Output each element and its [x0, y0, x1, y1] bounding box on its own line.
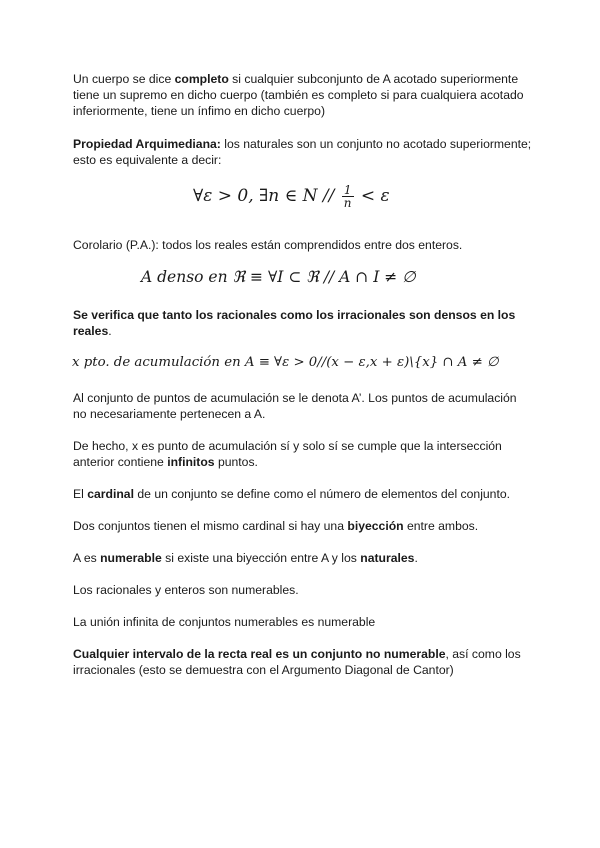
formula-denso: A denso en ℜ ≡ ∀I ⊂ ℜ // A ∩ I ≠ ∅ — [141, 268, 416, 286]
paragraph-infinitos: De hecho, x es punto de acumulación sí y solo sí se cumple que la intersección anterior contiene infinitos puntos. — [73, 439, 502, 470]
paragraph-completo: Un cuerpo se dice completo si cualquier subconjunto de A acotado superiormente tiene un supremo en dicho cuerpo (también es completo si para cualquiera acotado inferiormente, tiene un ínfimo en dicho cuerpo) — [73, 72, 524, 119]
paragraph-propiedad-arquimediana: Propiedad Arquimediana: los naturales son un conjunto no acotado superiormente; esto es equivalente a decir: — [73, 137, 532, 168]
paragraph-intervalo: Cualquier intervalo de la recta real es un conjunto no numerable, así como los irracionales (esto se demuestra con el Argumento Diagonal de Cantor) — [73, 647, 521, 678]
fraction: $\frac{1}{n}$ — [343, 183, 352, 210]
paragraph-union-infinita: La unión infinita de conjuntos numerables es numerable — [73, 615, 376, 629]
paragraph-densos: Se verifica que tanto los racionales como los irracionales son densos en los reales. — [73, 308, 516, 339]
paragraph-biyeccion: Dos conjuntos tienen el mismo cardinal si hay una biyección entre ambos. — [73, 519, 479, 533]
paragraph-cardinal: El cardinal de un conjunto se define como el número de elementos del conjunto. — [73, 487, 511, 501]
paragraph-denotacion: Al conjunto de puntos de acumulación se le denota A’. Los puntos de acumulación no necesariamente pertenecen a A. — [73, 391, 517, 422]
paragraph-numerable: A es numerable si existe una biyección entre A y los naturales. — [73, 551, 418, 565]
paragraph-corolario: Corolario (P.A.): todos los reales están comprendidos entre dos enteros. — [73, 238, 463, 252]
paragraph-racionales-enteros: Los racionales y enteros son numerables. — [73, 583, 299, 597]
formula-arquimediana: ∀ε > 0, ∃n ∈ N // $\frac{1}{n}$ < ε — [193, 183, 390, 210]
formula-acumulacion: x pto. de acumulación en A ≡ ∀ε > 0//(x − ε,x + ε)\{x} ∩ A ≠ ∅ — [72, 355, 499, 370]
